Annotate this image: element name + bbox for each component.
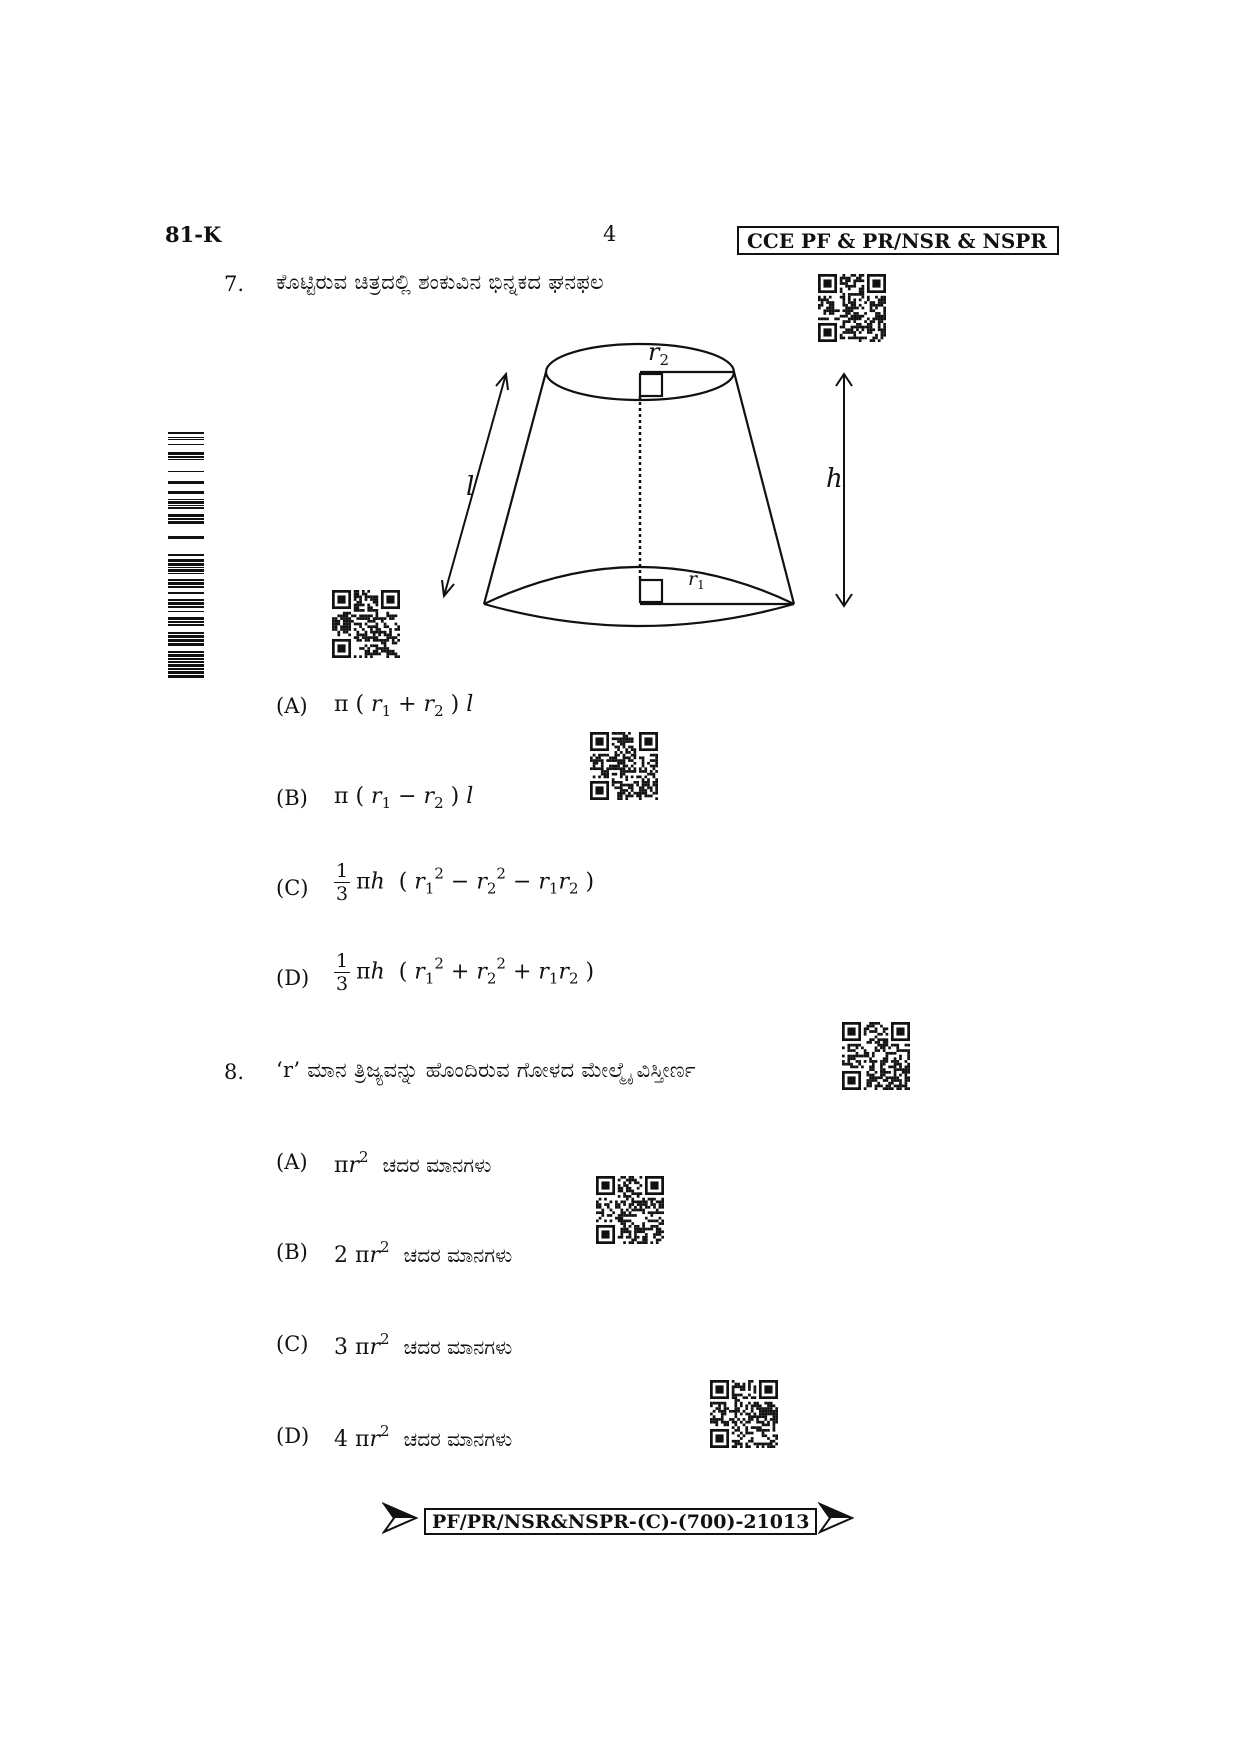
qr-code-icon xyxy=(842,1022,910,1090)
paper-code: 81-K xyxy=(165,222,222,247)
arrow-right-icon xyxy=(382,1500,418,1536)
footer-code: PF/PR/NSR&NSPR-(C)-(700)-21013 xyxy=(424,1508,817,1535)
q7-option-a-formula: π ( $r_1 + r_2$ ) l xyxy=(334,692,474,720)
q7-option-b-label: (B) xyxy=(276,786,308,810)
question-7-number: 7. xyxy=(224,272,245,296)
q8-option-c-label: (C) xyxy=(276,1332,309,1356)
label-h: h xyxy=(826,464,843,494)
q8-option-d-formula: 4 $\pi r^2$ ಚದರ ಮಾನಗಳು xyxy=(334,1422,513,1452)
exam-label: CCE PF & PR/NSR & NSPR xyxy=(737,226,1059,255)
qr-code-icon xyxy=(332,590,400,658)
q8-option-c-formula: 3 $\pi r^2$ ಚದರ ಮಾನಗಳು xyxy=(334,1330,513,1360)
page-number: 4 xyxy=(603,222,617,246)
qr-code-icon xyxy=(710,1380,778,1448)
arrow-right-icon xyxy=(818,1500,854,1536)
question-8-number: 8. xyxy=(224,1060,245,1084)
q8-option-b-label: (B) xyxy=(276,1240,308,1264)
q7-option-a-label: (A) xyxy=(276,694,308,718)
q7-option-c-formula: $\frac{1}{3}$ πh ( $r_1^2 - r_2^2 - r_1r_2$ ) xyxy=(336,860,595,905)
label-r2: $r_2$ xyxy=(648,338,670,369)
question-7-text: ಕೊಟ್ಟಿರುವ ಚಿತ್ರದಲ್ಲಿ ಶಂಕುವಿನ ಭಿನ್ನಕದ ಘನಫಲ xyxy=(276,270,604,294)
frustum-figure xyxy=(420,330,880,650)
qr-code-icon xyxy=(590,732,658,800)
q8-option-a-label: (A) xyxy=(276,1150,308,1174)
question-8-text: ‘r’ ಮಾನ ತ್ರಿಜ್ಯವನ್ನು ಹೊಂದಿರುವ ಗೋಳದ ಮೇಲ್ಮೈ ವಿಸ್ತೀರ್ಣ xyxy=(276,1058,696,1082)
barcode xyxy=(168,428,204,678)
q8-option-b-formula: 2 $\pi r^2$ ಚದರ ಮಾನಗಳು xyxy=(334,1238,513,1268)
qr-code-icon xyxy=(596,1176,664,1244)
label-l: l xyxy=(466,472,475,502)
q7-option-b-formula: π ( $r_1 - r_2$ ) l xyxy=(334,784,474,812)
label-r1: $r_1$ xyxy=(688,568,705,592)
q7-option-d-label: (D) xyxy=(276,966,310,990)
q8-option-d-label: (D) xyxy=(276,1424,310,1448)
q8-option-a-formula: $\pi r^2$ ಚದರ ಮಾನಗಳು xyxy=(334,1148,492,1178)
q7-option-c-label: (C) xyxy=(276,876,309,900)
q7-option-d-formula: $\frac{1}{3}$ πh ( $r_1^2 + r_2^2 + r_1r_2$ ) xyxy=(336,950,595,995)
